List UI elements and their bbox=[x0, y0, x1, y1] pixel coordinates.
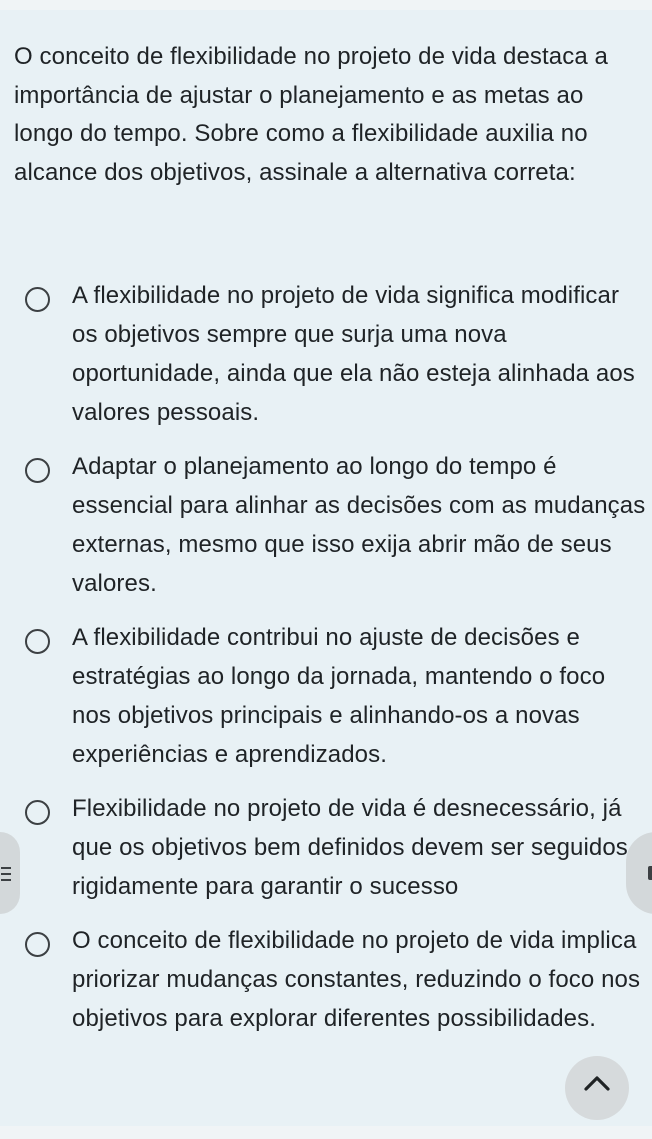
option-text: O conceito de flexibilidade no projeto de vida implica priorizar mudanças constantes, reduzindo o foco nos objetivos para explorar diferentes possibilidades. bbox=[72, 927, 641, 1032]
radio-button[interactable] bbox=[25, 458, 50, 483]
radio-button[interactable] bbox=[25, 932, 50, 957]
radio-button[interactable] bbox=[25, 629, 50, 654]
option-text: Adaptar o planejamento ao longo do tempo é essencial para alinhar as decisões com as mudanças externas, mesmo que isso exija abrir mão de seus valores. bbox=[72, 453, 646, 597]
option-e[interactable] bbox=[0, 921, 652, 1077]
option-text: Flexibilidade no projeto de vida é desnecessário, já que os objetivos bem definidos devem ser seguidos rigidamente para garantir o sucesso bbox=[72, 795, 628, 900]
option-text: A flexibilidade no projeto de vida significa modificar os objetivos sempre que surja uma nova oportunidade, ainda que ela não esteja alinhada aos valores pessoais. bbox=[72, 282, 635, 426]
option-d[interactable] bbox=[0, 789, 652, 906]
option-b[interactable] bbox=[0, 447, 652, 603]
scroll-to-top-button[interactable] bbox=[565, 1056, 629, 1120]
chevron-left-icon[interactable] bbox=[648, 866, 652, 880]
radio-button[interactable] bbox=[25, 800, 50, 825]
radio-button[interactable] bbox=[25, 287, 50, 312]
option-text: A flexibilidade contribui no ajuste de decisões e estratégias ao longo da jornada, mantendo o foco nos objetivos principais e alinhando-os a novas experiências e aprendizados. bbox=[72, 624, 606, 768]
chevron-up-icon bbox=[581, 1068, 613, 1100]
question-text: O conceito de flexibilidade no projeto de vida destaca a importância de ajustar o planejamento e as metas ao longo do tempo. Sobre como a flexibilidade auxilia no alcance dos objetivos, assinale a alternativa correta: bbox=[14, 43, 608, 186]
menu-lines-icon[interactable] bbox=[1, 867, 11, 881]
option-a[interactable] bbox=[0, 276, 652, 432]
question-panel bbox=[0, 10, 652, 1126]
option-c[interactable] bbox=[0, 618, 652, 774]
